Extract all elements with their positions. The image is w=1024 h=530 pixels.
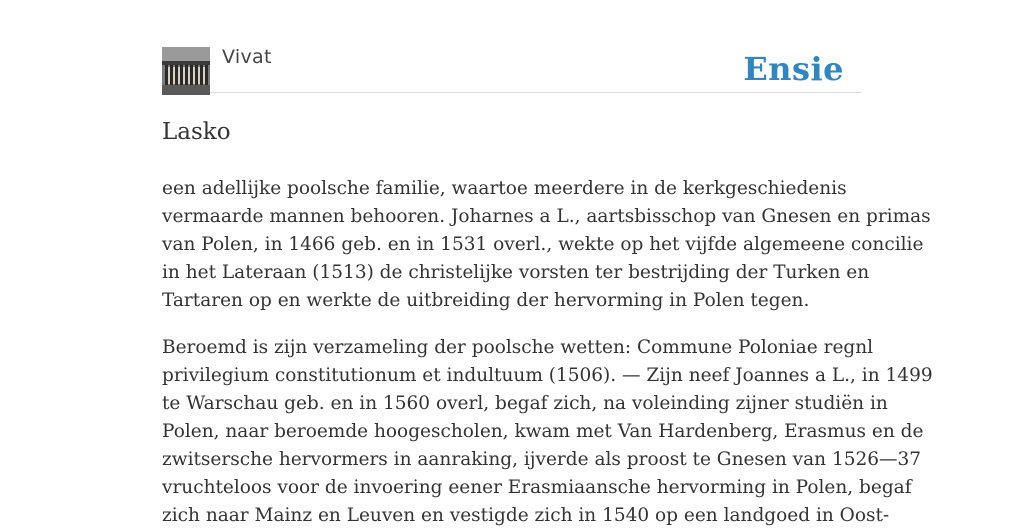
text-line: Beroemd is zijn verzameling der poolsche wetten: Commune Poloniae regnl [162, 337, 874, 358]
bookshelf-avatar-icon[interactable] [162, 47, 210, 95]
text-line: zich naar Mainz en Leuven en vestigde zich in 1540 op een landgoed in Oost- [162, 505, 890, 526]
text-line: in het Lateraan (1513) de christelijke vorsten ter bestrijding der Turken en [162, 262, 870, 283]
text-line: te Warschau geb. en in 1560 overl, begaf zich, na voleinding zijner studiën in [162, 393, 888, 414]
text-line: privilegium constitutionum et indultuum (1506). — Zijn neef Joannes a L., in 1499 [162, 365, 933, 386]
text-line: zwitsersche hervormers in aanraking, ijverde als proost te Gnesen van 1526—37 [162, 449, 922, 470]
text-line: van Polen, in 1466 geb. en in 1531 overl., wekte op het vijfde algemeene concilie [162, 234, 924, 255]
text-line: Tartaren op en werkte de uitbreiding der hervorming in Polen tegen. [162, 290, 810, 311]
paragraph-1 [162, 175, 931, 315]
ensie-logo[interactable]: Ensie [743, 50, 844, 88]
article-body [162, 175, 933, 530]
text-line: Polen, naar beroemde hoogescholen, kwam met Van Hardenberg, Erasmus en de [162, 421, 924, 442]
text-line: vruchteloos voor de invoering eener Erasmiaansche hervorming in Polen, begaf [162, 477, 912, 498]
header [162, 0, 862, 93]
article-page [162, 0, 933, 526]
text-line: vermaarde mannen behooren. Joharnes a L., aartsbisschop van Gnesen en primas [162, 206, 931, 227]
paragraph-2 [162, 334, 933, 530]
article-title: Lasko [162, 119, 231, 145]
text-line: een adellijke poolsche familie, waartoe meerdere in de kerkgeschiedenis [162, 178, 847, 199]
volume-name[interactable]: Vivat [222, 46, 272, 68]
